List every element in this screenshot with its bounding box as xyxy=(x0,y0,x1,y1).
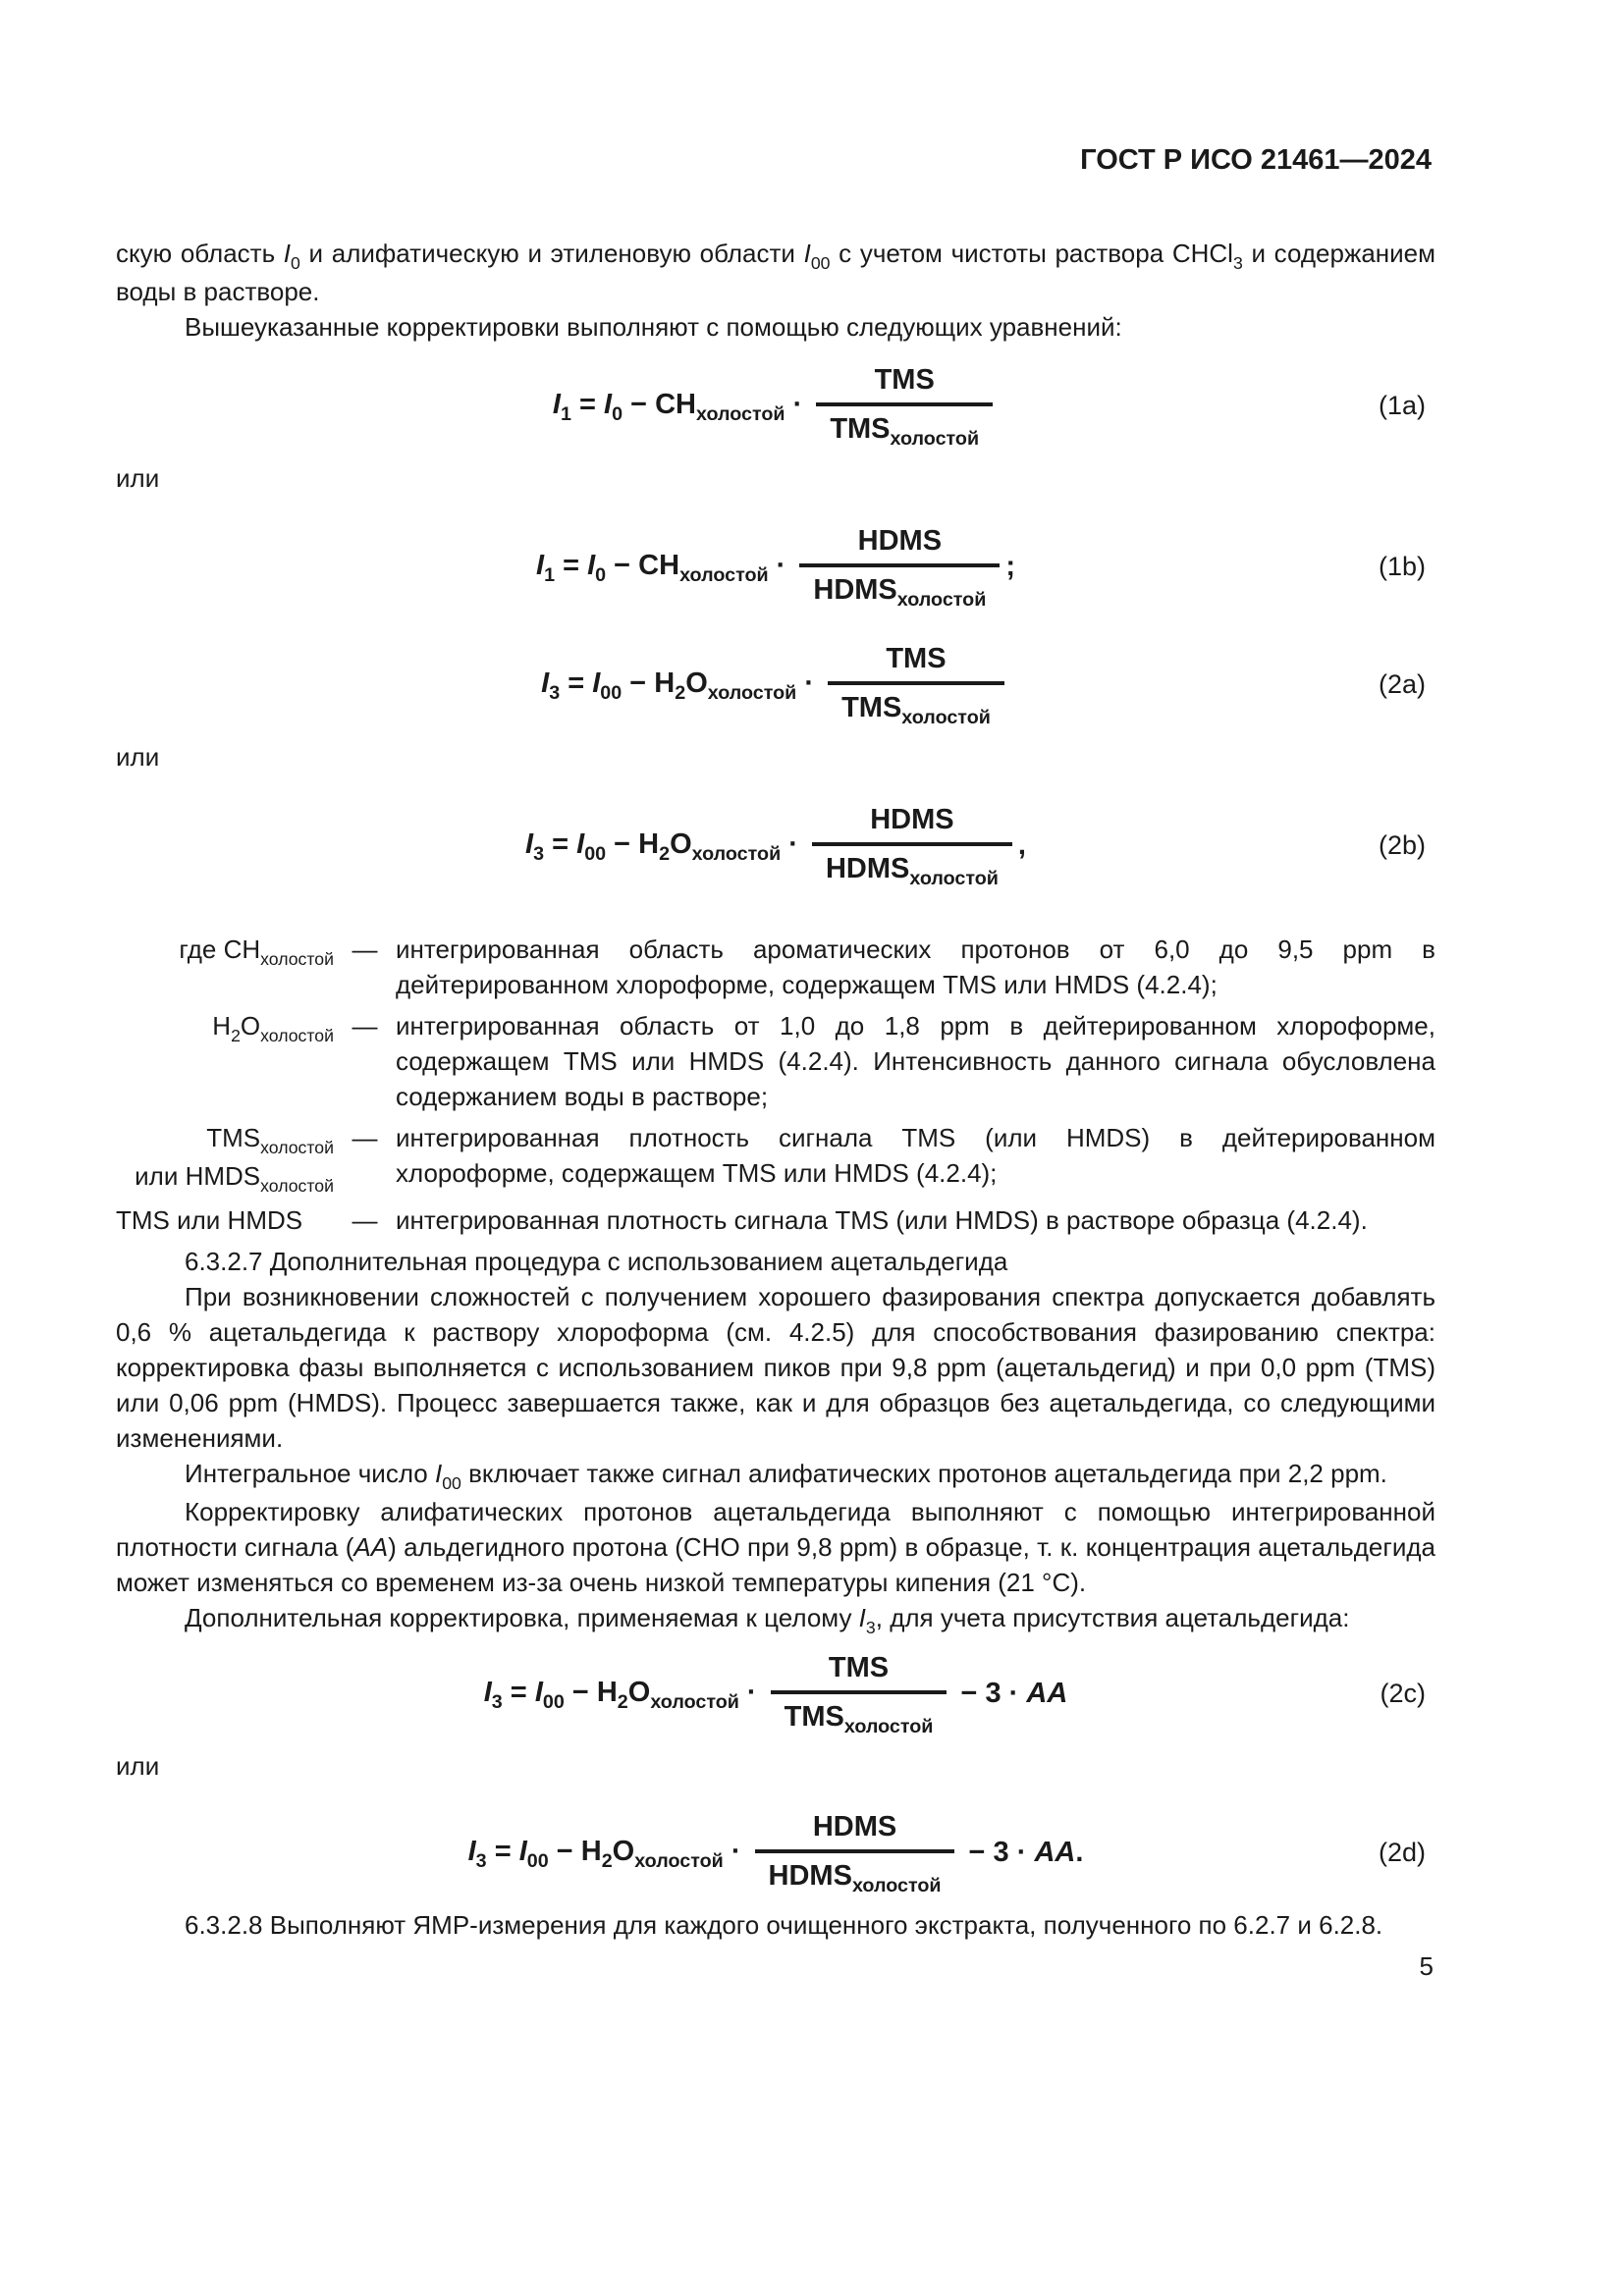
subscript: холостой xyxy=(679,563,769,586)
fraction-numerator: TMS xyxy=(816,363,993,406)
subscript: холостой xyxy=(260,1137,334,1157)
definition-row xyxy=(116,1120,1435,1197)
formula-text-run: ; xyxy=(1005,551,1015,582)
fraction xyxy=(828,642,1004,727)
italic-symbol: I xyxy=(536,549,545,581)
fraction-numerator: HDMS xyxy=(799,524,1000,567)
italic-symbol: I xyxy=(587,549,596,581)
subscript: холостой xyxy=(260,1025,334,1045)
formula-text-run: $I_1 = I_0 - CH_{холостой}$ · xyxy=(536,549,794,586)
or-connector-1: или xyxy=(116,463,160,493)
subscript: холостой xyxy=(909,867,999,889)
formula-1b xyxy=(116,511,1435,621)
italic-symbol: I xyxy=(858,1603,866,1632)
paragraph-integral-number: Интегральное число $I_{00}$ включает также сигнал алифатических протонов ацетальдегида при 2,2 ppm. xyxy=(185,1459,1387,1493)
italic-symbol: AA xyxy=(353,1532,389,1562)
subscript: 00 xyxy=(584,842,607,865)
subscript: холостой xyxy=(695,402,785,425)
definition-term xyxy=(116,932,334,970)
fraction xyxy=(816,363,993,449)
paragraph-intro-continuation: скую область $I_0$ и алифатическую и этиленовую области $I_{00}$ с учетом чистоты раствора CHCl$_3$ и содержанием воды в растворе. xyxy=(116,239,1436,306)
subscript: 2 xyxy=(659,842,671,865)
fraction xyxy=(755,1810,955,1896)
italic-symbol: I xyxy=(541,667,550,699)
subscript: холостой xyxy=(260,948,334,969)
formula-text-run: $I_3 = I_{00} - H_2O_{холостой}$ · xyxy=(541,667,823,704)
fraction xyxy=(812,803,1012,888)
definitions-list xyxy=(116,932,1435,1238)
definition-description: интегрированная плотность сигнала TMS (или HMDS) в дейтерированном хлороформе, содержащем TMS или HMDS (4.2.4); xyxy=(396,1123,1435,1188)
subscript: 3 xyxy=(1232,252,1243,273)
paragraph-acetaldehyde-procedure: При возникновении сложностей с получением хорошего фазирования спектра допускается добавлять 0,6 % ацетальдегида к раствору хлороформа (см. 4.2.5) для способствования фазированию спектра: корректировка фазы выполняется с использованием пиков при 9,8 ppm (ацетальдегид) и при 0,0 ppm (TMS) или 0,06 ppm (HMDS). Процесс завершается также, как и для образцов без ацетальдегида, со следующими изменениями. xyxy=(116,1282,1435,1453)
formula-2b xyxy=(116,790,1435,900)
fraction-denominator: $TMS_{холостой}$ xyxy=(830,412,980,450)
formula-label-2b: (2b) xyxy=(1378,830,1426,860)
formula-2d xyxy=(116,1797,1435,1907)
definition-term xyxy=(116,1008,334,1046)
subscript: 00 xyxy=(542,1690,565,1713)
fraction-denominator: $HDMS_{холостой}$ xyxy=(825,852,999,889)
subscript: 0 xyxy=(612,402,623,425)
definition-row xyxy=(116,1202,1435,1238)
fraction-numerator: TMS xyxy=(771,1651,947,1694)
italic-symbol: I xyxy=(467,1835,476,1867)
or-connector-2: или xyxy=(116,742,160,772)
italic-symbol: I xyxy=(534,1676,543,1708)
subscript: 3 xyxy=(865,1617,876,1637)
subscript: 2 xyxy=(601,1849,613,1872)
formula-text-run: $I_3 = I_{00} - H_2O_{холостой}$ · xyxy=(483,1676,765,1713)
definition-term-line: где $CH_{холостой}$ xyxy=(179,934,334,969)
subscript: 00 xyxy=(600,681,623,704)
formula-text-run: $I_3 = I_{00} - H_2O_{холостой}$ · xyxy=(467,1835,749,1872)
subscript: холостой xyxy=(634,1849,724,1872)
subscript: 1 xyxy=(560,402,571,425)
formula-text-run: − 3 · AA xyxy=(952,1678,1068,1709)
formula-2c xyxy=(116,1638,1435,1748)
fraction-denominator: $HDMS_{холостой}$ xyxy=(813,573,987,611)
definition-term-line: или $HMDS_{холостой}$ xyxy=(135,1161,334,1196)
formula-text-run: − 3 · AA. xyxy=(960,1837,1084,1868)
subscript: 3 xyxy=(491,1690,503,1713)
subscript: холостой xyxy=(901,706,991,728)
fraction-denominator: $HDMS_{холостой}$ xyxy=(768,1859,942,1896)
definition-term-line: $H_2O_{холостой}$ xyxy=(212,1011,334,1045)
italic-symbol: AA xyxy=(1026,1678,1068,1709)
definition-dash: — xyxy=(352,1123,378,1152)
formula-2a xyxy=(116,629,1435,739)
formula-text-run: $I_1 = I_0 - CH_{холостой}$ · xyxy=(552,388,811,425)
paragraph-aliphatic-correction: Корректировку алифатических протонов ацетальдегида выполняют с помощью интегрированной плотности сигнала (AA) альдегидного протона (CHO при 9,8 ppm) в образце, т. к. концентрация ацетальдегида может изменяться со временем из-за очень низкой температуры кипения (21 °C). xyxy=(116,1497,1435,1597)
formula-label-2a: (2a) xyxy=(1378,669,1426,699)
subscript: холостой xyxy=(707,681,797,704)
italic-symbol: I xyxy=(592,667,601,699)
formula-label-1b: (1b) xyxy=(1378,552,1426,581)
definition-term xyxy=(116,1120,334,1197)
fraction xyxy=(799,524,1000,610)
formula-label-2d: (2d) xyxy=(1378,1838,1426,1867)
definition-term-line: TMS или HMDS xyxy=(116,1205,303,1235)
formula-text-run: , xyxy=(1017,829,1026,861)
subscript: холостой xyxy=(260,1175,334,1196)
subscript: 2 xyxy=(231,1025,241,1045)
section-heading-6327: 6.3.2.7 Дополнительная процедура с использованием ацетальдегида xyxy=(185,1247,1008,1276)
subscript: 3 xyxy=(549,681,561,704)
fraction-numerator: HDMS xyxy=(812,803,1012,846)
italic-symbol: I xyxy=(518,1835,527,1867)
italic-symbol: I xyxy=(525,828,534,860)
definition-description: интегрированная область ароматических протонов от 6,0 до 9,5 ppm в дейтерированном хлороформе, содержащем TMS или HMDS (4.2.4); xyxy=(396,934,1435,999)
definition-dash: — xyxy=(352,1011,378,1041)
definition-term xyxy=(116,1202,334,1238)
definition-dash: — xyxy=(352,1205,378,1235)
document-code-header: ГОСТ Р ИСО 21461—2024 xyxy=(1080,144,1432,176)
subscript: 3 xyxy=(533,842,545,865)
definition-row xyxy=(116,932,1435,1002)
formula-label-2c: (2c) xyxy=(1380,1679,1426,1708)
subscript: 0 xyxy=(291,252,300,273)
subscript: холостой xyxy=(890,427,980,450)
subscript: 00 xyxy=(526,1849,549,1872)
fraction-denominator: $TMS_{холостой}$ xyxy=(784,1700,934,1737)
subscript: 3 xyxy=(475,1849,487,1872)
fraction-numerator: TMS xyxy=(828,642,1004,685)
italic-symbol: I xyxy=(483,1676,492,1708)
paragraph-equations-intro: Вышеуказанные корректировки выполняют с помощью следующих уравнений: xyxy=(185,312,1122,342)
italic-symbol: I xyxy=(576,828,585,860)
definition-description: интегрированная область от 1,0 до 1,8 ppm в дейтерированном хлороформе, содержащем TMS или HMDS (4.2.4). Интенсивность данного сигнала обусловлена содержанием воды в растворе; xyxy=(396,1011,1435,1111)
formula-label-1a: (1a) xyxy=(1378,391,1426,420)
italic-symbol: I xyxy=(283,239,292,268)
subscript: 2 xyxy=(675,681,686,704)
italic-symbol: I xyxy=(434,1459,443,1488)
paragraph-additional-correction: Дополнительная корректировка, применяемая к целому $I_3$, для учета присутствия ацетальдегида: xyxy=(185,1603,1350,1637)
subscript: холостой xyxy=(851,1874,942,1896)
subscript: 2 xyxy=(617,1690,628,1713)
italic-symbol: I xyxy=(803,239,811,268)
italic-symbol: I xyxy=(604,388,613,420)
formula-text-run: $I_3 = I_{00} - H_2O_{холостой}$ · xyxy=(525,828,806,865)
fraction-numerator: HDMS xyxy=(755,1810,955,1853)
definition-row xyxy=(116,1008,1435,1114)
paragraph-6328: 6.3.2.8 Выполняют ЯМР-измерения для каждого очищенного экстракта, полученного по 6.2.7 и 6.2.8. xyxy=(185,1910,1383,1940)
subscript: холостой xyxy=(691,842,782,865)
subscript: 00 xyxy=(442,1472,461,1493)
definition-dash: — xyxy=(352,934,378,964)
page-number: 5 xyxy=(1419,1951,1434,1981)
subscript: 0 xyxy=(595,563,607,586)
subscript: 1 xyxy=(544,563,556,586)
italic-symbol: I xyxy=(552,388,561,420)
italic-symbol: AA xyxy=(1034,1837,1076,1868)
subscript: холостой xyxy=(650,1690,739,1713)
subscript: 00 xyxy=(810,252,831,273)
formula-1a xyxy=(116,350,1435,460)
subscript: холостой xyxy=(896,588,987,611)
document-body xyxy=(116,236,1435,1984)
subscript: холостой xyxy=(843,1715,934,1737)
definition-description: интегрированная плотность сигнала TMS (или HMDS) в растворе образца (4.2.4). xyxy=(396,1205,1368,1235)
fraction xyxy=(771,1651,947,1736)
definition-term-line: $TMS_{холостой}$ xyxy=(206,1123,334,1157)
fraction-denominator: $TMS_{холостой}$ xyxy=(841,691,991,728)
or-connector-3: или xyxy=(116,1751,160,1781)
